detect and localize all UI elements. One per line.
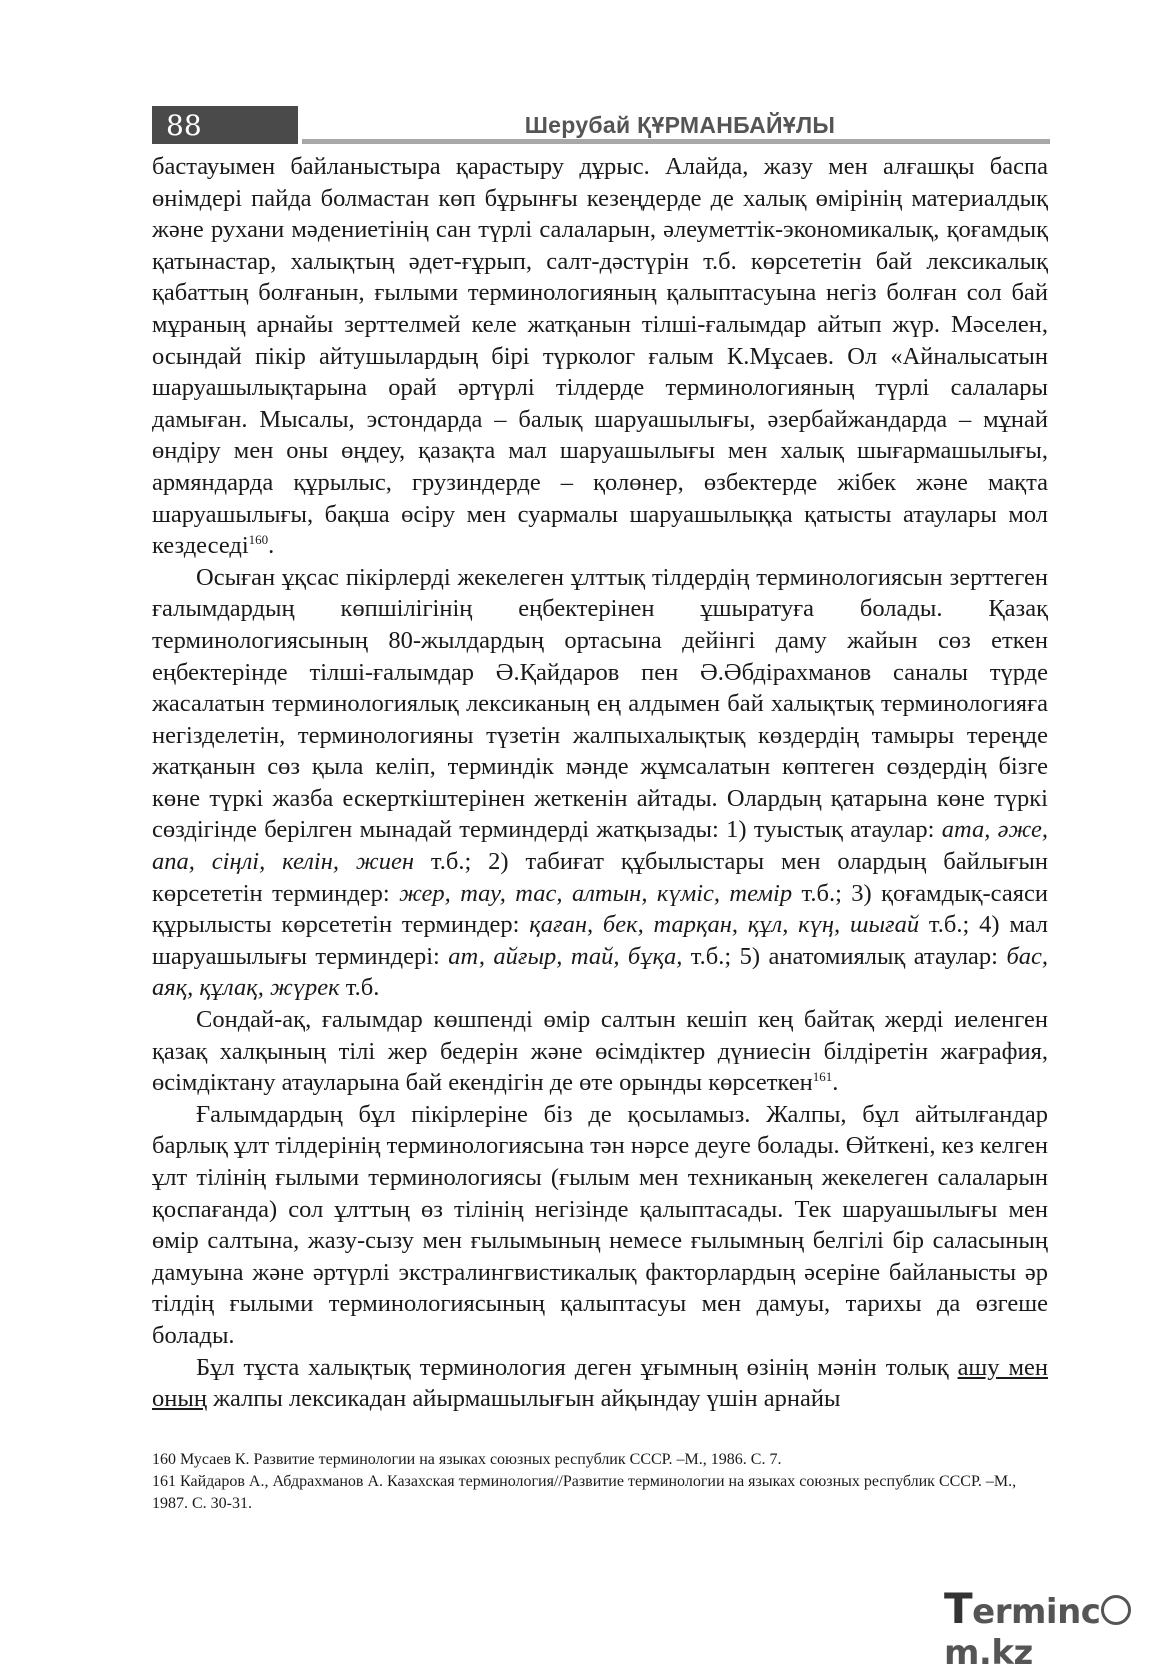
page-number: 88 [166,109,202,142]
text-run: . [832,1069,839,1097]
text-run: қаған, бек, тарқан, құл, күң, шығай [529,911,920,939]
text-run: ата, әже, апа, сіңлі, келін, жиен [152,816,1048,876]
text-run: Сондай-ақ, ғалымдар көшпенді өмір салтын кешіп кең байтақ жерді иеленген қазақ халқының тілі жер бедерін және өсімдіктер дүниесін білдіретін жағрафия, өсімдіктану атауларына бай екендігін де өте орынды көрсеткен [152,1006,1048,1097]
header-rule [302,139,1050,144]
watermark-o-ring-icon [1101,1595,1131,1625]
text-run: Бұл тұста халықтық терминология деген ұғымның өзінің мәнін толық [196,1353,958,1381]
text-run: т.б.; 4) мал шаруашылығы терминдері: [152,911,1049,970]
watermark-logo [944,1584,1158,1673]
paragraph [152,562,1048,1004]
watermark-text-1: erminc [972,1592,1101,1632]
paragraph [152,1004,1048,1099]
text-run: ашу мен оның [152,1353,1048,1413]
text-run: Осыған ұқсас пікірлерді жекелеген ұлттық тілдердің терминологиясын зерттеген ғалымдардың көпшілігінің еңбектерінен ұшыратуға болады. Қазақ терминологиясының 80-жылдардың ортасына дейінгі даму жайын сөз еткен еңбектерінде тілші-ғалымдар Ә.Қайдаров пен Ә.Әбдірахманов саналы түрде жасалатын терминологиялық лексиканың ең алдымен бай халықтық терминологияға негізделетін, терминологияны түзетін жалпыхалықтық көздердің тамыры тереңде жатқанын сөз қыла келіп, терминдік мәнде жұмсалатын көптеген сөздердің бізге көне түркі жазба ескерткіштерінен жеткенін айтады. Олардың қатарына көне түркі сөздігінде берілген мынадай терминдерді жатқызады: 1) туыстық атаулар: [152,563,1048,844]
paragraph [152,151,1048,562]
text-run: ат, айғыр, тай, бұқа, [448,942,683,970]
text-run: т.б.; 2) табиғат құбылыстары мен олардың байлығын көрсететін терминдер: [152,848,1048,907]
text-run: т.б.; 3) қоғамдық-саяси құрылысты көрсететін терминдер: [152,879,1048,939]
paragraph [152,1352,1048,1415]
text-run: бас, аяқ, құлақ, жүрек [152,942,1049,1002]
footnote-ref: 160 [248,531,269,547]
footnote-ref: 161 [812,1069,833,1085]
text-run: . [268,532,275,560]
text-run: жалпы лексикадан айырмашылығын айқындау үшін арнайы [206,1385,841,1413]
text-run: жер, тау, тас, алтын, күміс, темір [399,879,793,907]
footnote: 161 Кайдаров А., Абдрахманов А. Казахская терминология//Развитие терминологии на языках союзных республик СССР. –М., 1987. С. 30-31. [152,1473,1017,1512]
text-run: бастауымен байланыстыра қарастыру дұрыс. Алайда, жазу мен алғашқы баспа өнімдері пайда болмастан көп бұрынғы кезеңдерде де халық өмірінің материалдық және рухани мәдениетінің сан түрлі салаларын, әлеуметтік-экономикалық, қоғамдық қатынастар, халықтың әдет-ғұрып, салт-дәстүрін т.б. көрсететін бай лексикалық қабаттың болғанын, ғылыми терминологияның қалыптасуына негіз болған сол бай мұраның арнайы зерттелмей келе жатқанын тілші-ғалымдар айтып жүр. Мәселен, осындай пікір айтушылардың бірі түрколог ғалым К.Мұсаев. Ол «Айналысатын шаруашылықтарына орай әртүрлі тілдерде терминологияның түрлі салалары дамыған. Мысалы, эстондарда – балық шаруашылығы, әзербайжандарда – мұнай өндіру мен оны өңдеу, қазақта мал шаруашылығы мен халық шығармашылығы, армяндарда құрылыс, грузиндерде – қолөнер, өзбектерде жібек және мақта шаруашылығы, бақша өсіру мен суармалы шаруашылыққа қатысты атаулары мол кездеседі [152,153,1048,560]
text-run: Ғалымдардың бұл пікірлеріне біз де қосыламыз. Жалпы, бұл айтылғандар барлық ұлт тілдерінің терминологиясына тән нәрсе деуге болады. Өйткені, кез келген ұлт тілінің ғылыми терминологиясы (ғылым мен техниканың жекелеген салаларын қоспағанда) сол ұлттың өз тілінің негізінде қалыптасады. Тек шаруашылығы мен өмір салтына, жазу-сызу мен ғылымының немесе ғылымның белгілі бір саласының дамуына және әртүрлі экстралингвистикалық факторлардың әсеріне байланысты әр тілдің ғылыми терминологиясының қалыптасуы мен дамуы, тарихы да өзгеше болады. [152,1100,1048,1349]
body-text [152,151,1048,1415]
text-run: т.б. [339,974,380,1002]
paragraph [152,1099,1048,1352]
watermark-initial: T [944,1584,973,1633]
running-header-author: Шерубай ҚҰРМАНБАЙҰЛЫ [524,112,836,138]
footnote: 160 Мусаев К. Развитие терминологии на языках союзных республик СССР. –М., 1986. С. 7. [152,1451,782,1468]
footnotes [152,1449,1048,1515]
text-run: т.б.; 5) анатомиялық атаулар: [682,942,1007,970]
watermark-text-2: m.kz [944,1633,1033,1673]
